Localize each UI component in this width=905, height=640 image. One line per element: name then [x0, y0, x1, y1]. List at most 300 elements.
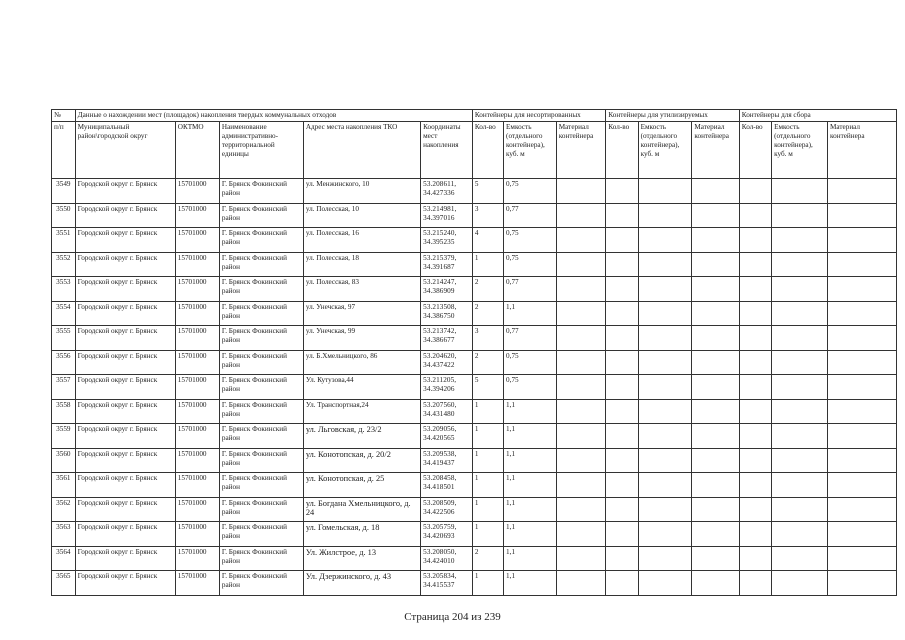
latitude: 53.208050, [423, 547, 457, 556]
material-3-cell [828, 571, 897, 596]
row-number: 3561 [52, 473, 76, 498]
longitude: 34.427336 [423, 189, 455, 197]
count-cell: 1 [472, 424, 503, 449]
capacity-3-cell [772, 326, 828, 351]
coordinates-cell [421, 179, 473, 204]
material-3-cell [828, 375, 897, 400]
admin-unit-cell: Г. Брянск Фокинский район [219, 424, 303, 449]
header-group-recyclable: Контейнеры для утилизируемых [606, 110, 739, 122]
count-3-cell [739, 277, 771, 302]
capacity-2-cell [638, 399, 692, 424]
row-number: 3553 [52, 277, 76, 302]
count-3-cell [739, 252, 771, 277]
material-2-cell [692, 228, 739, 253]
address-cell: ул. Унечская, 99 [303, 326, 420, 351]
capacity-2-cell [638, 277, 692, 302]
address-cell: ул. Менжинского, 10 [303, 179, 420, 204]
material-cell [556, 326, 606, 351]
capacity-cell: 0,75 [504, 252, 557, 277]
material-cell [556, 228, 606, 253]
address-cell: ул. Льговская, д. 23/2 [303, 424, 420, 449]
oktmo-cell: 15701000 [175, 571, 219, 596]
oktmo-cell: 15701000 [175, 424, 219, 449]
district-cell: Городской округ г. Брянск [75, 522, 175, 547]
count-2-cell [606, 546, 638, 571]
coordinates-cell [421, 473, 473, 498]
coordinates-cell [421, 350, 473, 375]
row-number: 3560 [52, 448, 76, 473]
header-group-unsorted: Контейнеры для несортированных [472, 110, 605, 122]
capacity-cell: 0,77 [504, 203, 557, 228]
material-2-cell [692, 571, 739, 596]
capacity-2-cell [638, 179, 692, 204]
count-cell: 2 [472, 277, 503, 302]
district-cell: Городской округ г. Брянск [75, 473, 175, 498]
material-3-cell [828, 522, 897, 547]
address-cell: ул. Богдана Хмельницкого, д. 24 [303, 497, 420, 522]
material-3-cell [828, 228, 897, 253]
capacity-3-cell [772, 571, 828, 596]
capacity-3-cell [772, 424, 828, 449]
material-cell [556, 203, 606, 228]
count-cell: 2 [472, 350, 503, 375]
address-cell: Ул. Жилстрое, д. 13 [303, 546, 420, 571]
table-row [52, 424, 897, 449]
coordinates-cell [421, 522, 473, 547]
row-number: 3551 [52, 228, 76, 253]
row-number: 3563 [52, 522, 76, 547]
material-2-cell [692, 326, 739, 351]
admin-unit-cell: Г. Брянск Фокинский район [219, 252, 303, 277]
longitude: 34.437422 [423, 360, 455, 369]
address-cell: Ул. Дзержинского, д. 43 [303, 571, 420, 596]
count-2-cell [606, 473, 638, 498]
capacity-cell: 0,75 [504, 179, 557, 204]
count-cell: 1 [472, 497, 503, 522]
address-cell: ул. Полесская, 10 [303, 203, 420, 228]
material-cell [556, 424, 606, 449]
latitude: 53.214247, [423, 278, 457, 286]
longitude: 34.424010 [423, 556, 455, 565]
material-3-cell [828, 350, 897, 375]
coordinates-cell [421, 301, 473, 326]
capacity-cell: 1,1 [504, 473, 557, 498]
capacity-2-cell [638, 497, 692, 522]
material-2-cell [692, 522, 739, 547]
count-2-cell [606, 424, 638, 449]
material-cell [556, 277, 606, 302]
count-2-cell [606, 301, 638, 326]
material-2-cell [692, 448, 739, 473]
material-cell [556, 448, 606, 473]
count-3-cell [739, 399, 771, 424]
table-row [52, 179, 897, 204]
table-row [52, 546, 897, 571]
address-cell: Ул. Транспортная,24 [303, 399, 420, 424]
district-cell: Городской округ г. Брянск [75, 424, 175, 449]
capacity-cell: 1,1 [504, 424, 557, 449]
admin-unit-cell: Г. Брянск Фокинский район [219, 448, 303, 473]
oktmo-cell: 15701000 [175, 228, 219, 253]
count-3-cell [739, 326, 771, 351]
count-3-cell [739, 350, 771, 375]
material-2-cell [692, 399, 739, 424]
material-3-cell [828, 448, 897, 473]
address-cell: ул. Полесская, 83 [303, 277, 420, 302]
capacity-cell: 1,1 [504, 399, 557, 424]
count-cell: 3 [472, 203, 503, 228]
capacity-cell: 0,75 [504, 375, 557, 400]
count-3-cell [739, 375, 771, 400]
count-2-cell [606, 203, 638, 228]
admin-unit-cell: Г. Брянск Фокинский район [219, 375, 303, 400]
district-cell: Городской округ г. Брянск [75, 277, 175, 302]
header-coords: Координаты мест накопления [421, 122, 473, 179]
district-cell: Городской округ г. Брянск [75, 228, 175, 253]
material-2-cell [692, 424, 739, 449]
page-number: Страница 204 из 239 [404, 611, 501, 623]
longitude: 34.394206 [423, 385, 455, 393]
header-admin: Наименование административно-территориальной единицы [219, 122, 303, 179]
admin-unit-cell: Г. Брянск Фокинский район [219, 350, 303, 375]
header-capacity-3: Емкость (отдельного контейнера), куб. м [772, 122, 828, 179]
longitude: 34.386677 [423, 336, 455, 344]
admin-unit-cell: Г. Брянск Фокинский район [219, 203, 303, 228]
count-3-cell [739, 497, 771, 522]
count-cell: 1 [472, 571, 503, 596]
count-cell: 1 [472, 448, 503, 473]
count-2-cell [606, 326, 638, 351]
header-group-main: Данные о нахождении мест (площадок) накопления твердых коммунальных отходов [75, 110, 472, 122]
material-cell [556, 546, 606, 571]
address-cell: ул. Конотопская, д. 20/2 [303, 448, 420, 473]
table-row [52, 301, 897, 326]
district-cell: Городской округ г. Брянск [75, 252, 175, 277]
address-cell: ул. Конотопская, д. 25 [303, 473, 420, 498]
capacity-3-cell [772, 301, 828, 326]
count-cell: 5 [472, 179, 503, 204]
header-no: № [52, 110, 76, 122]
capacity-cell: 0,75 [504, 228, 557, 253]
row-number: 3562 [52, 497, 76, 522]
count-cell: 3 [472, 326, 503, 351]
count-3-cell [739, 448, 771, 473]
longitude: 34.419437 [423, 458, 455, 467]
coordinates-cell [421, 326, 473, 351]
material-3-cell [828, 179, 897, 204]
coordinates-cell [421, 203, 473, 228]
row-number: 3554 [52, 301, 76, 326]
count-3-cell [739, 546, 771, 571]
latitude: 53.213508, [423, 302, 457, 311]
material-3-cell [828, 473, 897, 498]
capacity-2-cell [638, 228, 692, 253]
capacity-2-cell [638, 350, 692, 375]
longitude: 34.391687 [423, 262, 455, 271]
longitude: 34.397016 [423, 213, 455, 222]
row-number: 3555 [52, 326, 76, 351]
count-3-cell [739, 179, 771, 204]
row-number: 3565 [52, 571, 76, 596]
material-cell [556, 375, 606, 400]
coordinates-cell [421, 228, 473, 253]
material-2-cell [692, 277, 739, 302]
capacity-2-cell [638, 522, 692, 547]
row-number: 3550 [52, 203, 76, 228]
oktmo-cell: 15701000 [175, 326, 219, 351]
table-row [52, 277, 897, 302]
capacity-3-cell [772, 399, 828, 424]
table-row [52, 350, 897, 375]
header-capacity: Емкость (отдельного контейнера), куб. м [504, 122, 557, 179]
capacity-cell: 1,1 [504, 571, 557, 596]
count-2-cell [606, 399, 638, 424]
capacity-2-cell [638, 571, 692, 596]
material-2-cell [692, 350, 739, 375]
oktmo-cell: 15701000 [175, 277, 219, 302]
latitude: 53.213742, [423, 327, 457, 335]
oktmo-cell: 15701000 [175, 473, 219, 498]
material-3-cell [828, 277, 897, 302]
table-row [52, 448, 897, 473]
capacity-3-cell [772, 522, 828, 547]
material-3-cell [828, 326, 897, 351]
latitude: 53.215379, [423, 253, 457, 262]
oktmo-cell: 15701000 [175, 448, 219, 473]
count-2-cell [606, 350, 638, 375]
latitude: 53.204620, [423, 351, 457, 360]
address-cell: Ул. Кутузова,44 [303, 375, 420, 400]
header-capacity-2: Емкость (отдельного контейнера), куб. м [638, 122, 692, 179]
count-2-cell [606, 522, 638, 547]
capacity-3-cell [772, 350, 828, 375]
material-3-cell [828, 252, 897, 277]
table-row [52, 473, 897, 498]
header-district: Муниципальный район\городской округ [75, 122, 175, 179]
admin-unit-cell: Г. Брянск Фокинский район [219, 571, 303, 596]
header-oktmo: ОКТМО [175, 122, 219, 179]
capacity-3-cell [772, 375, 828, 400]
coordinates-cell [421, 399, 473, 424]
coordinates-cell [421, 546, 473, 571]
admin-unit-cell: Г. Брянск Фокинский район [219, 497, 303, 522]
material-cell [556, 301, 606, 326]
district-cell: Городской округ г. Брянск [75, 203, 175, 228]
material-cell [556, 350, 606, 375]
count-2-cell [606, 571, 638, 596]
admin-unit-cell: Г. Брянск Фокинский район [219, 228, 303, 253]
count-2-cell [606, 497, 638, 522]
oktmo-cell: 15701000 [175, 203, 219, 228]
table-row [52, 228, 897, 253]
capacity-3-cell [772, 448, 828, 473]
material-cell [556, 497, 606, 522]
row-number: 3549 [52, 179, 76, 204]
capacity-2-cell [638, 301, 692, 326]
material-cell [556, 179, 606, 204]
capacity-2-cell [638, 252, 692, 277]
coordinates-cell [421, 252, 473, 277]
count-2-cell [606, 277, 638, 302]
admin-unit-cell: Г. Брянск Фокинский район [219, 326, 303, 351]
count-cell: 1 [472, 252, 503, 277]
oktmo-cell: 15701000 [175, 399, 219, 424]
district-cell: Городской округ г. Брянск [75, 546, 175, 571]
count-2-cell [606, 228, 638, 253]
count-3-cell [739, 571, 771, 596]
district-cell: Городской округ г. Брянск [75, 571, 175, 596]
material-2-cell [692, 252, 739, 277]
material-cell [556, 252, 606, 277]
material-cell [556, 399, 606, 424]
table-row [52, 497, 897, 522]
latitude: 53.205834, [423, 572, 457, 580]
header-pp: п/п [52, 122, 76, 179]
count-3-cell [739, 424, 771, 449]
oktmo-cell: 15701000 [175, 179, 219, 204]
capacity-cell: 1,1 [504, 522, 557, 547]
district-cell: Городской округ г. Брянск [75, 399, 175, 424]
oktmo-cell: 15701000 [175, 252, 219, 277]
count-cell: 1 [472, 522, 503, 547]
admin-unit-cell: Г. Брянск Фокинский район [219, 546, 303, 571]
row-number: 3558 [52, 399, 76, 424]
count-3-cell [739, 228, 771, 253]
material-2-cell [692, 179, 739, 204]
latitude: 53.209538, [423, 449, 457, 458]
count-cell: 2 [472, 546, 503, 571]
table-row [52, 203, 897, 228]
latitude: 53.208611, [423, 180, 457, 188]
capacity-3-cell [772, 546, 828, 571]
address-cell: ул. Полесская, 18 [303, 252, 420, 277]
capacity-3-cell [772, 473, 828, 498]
capacity-2-cell [638, 375, 692, 400]
capacity-2-cell [638, 326, 692, 351]
count-3-cell [739, 473, 771, 498]
header-count-2: Кол-во [606, 122, 638, 179]
row-number: 3552 [52, 252, 76, 277]
material-3-cell [828, 424, 897, 449]
capacity-cell: 0,75 [504, 350, 557, 375]
longitude: 34.422506 [423, 507, 455, 516]
longitude: 34.431480 [423, 409, 455, 418]
capacity-cell: 1,1 [504, 497, 557, 522]
district-cell: Городской округ г. Брянск [75, 375, 175, 400]
longitude: 34.420693 [423, 532, 455, 540]
count-2-cell [606, 179, 638, 204]
material-cell [556, 473, 606, 498]
address-cell: ул. Унечская, 97 [303, 301, 420, 326]
address-cell: ул. Полесская, 16 [303, 228, 420, 253]
count-cell: 2 [472, 301, 503, 326]
address-cell: ул. Б.Хмельницкого, 86 [303, 350, 420, 375]
table-row [52, 571, 897, 596]
admin-unit-cell: Г. Брянск Фокинский район [219, 522, 303, 547]
district-cell: Городской округ г. Брянск [75, 301, 175, 326]
row-number: 3564 [52, 546, 76, 571]
row-number: 3559 [52, 424, 76, 449]
material-2-cell [692, 375, 739, 400]
header-material-2: Материал контейнера [692, 122, 739, 179]
capacity-3-cell [772, 228, 828, 253]
capacity-2-cell [638, 448, 692, 473]
latitude: 53.215240, [423, 229, 457, 237]
capacity-cell: 1,1 [504, 301, 557, 326]
waste-sites-table-container [51, 109, 897, 596]
latitude: 53.208509, [423, 498, 457, 507]
coordinates-cell [421, 277, 473, 302]
count-2-cell [606, 448, 638, 473]
count-2-cell [606, 252, 638, 277]
material-2-cell [692, 203, 739, 228]
oktmo-cell: 15701000 [175, 375, 219, 400]
oktmo-cell: 15701000 [175, 522, 219, 547]
material-3-cell [828, 497, 897, 522]
material-3-cell [828, 203, 897, 228]
oktmo-cell: 15701000 [175, 301, 219, 326]
longitude: 34.386750 [423, 311, 455, 320]
longitude: 34.420565 [423, 434, 455, 442]
material-2-cell [692, 497, 739, 522]
header-count-3: Кол-во [739, 122, 771, 179]
coordinates-cell [421, 424, 473, 449]
material-3-cell [828, 301, 897, 326]
capacity-3-cell [772, 179, 828, 204]
latitude: 53.208458, [423, 474, 457, 482]
header-group-collect: Контейнеры для сбора [739, 110, 896, 122]
oktmo-cell: 15701000 [175, 497, 219, 522]
row-number: 3557 [52, 375, 76, 400]
capacity-2-cell [638, 203, 692, 228]
table-row [52, 326, 897, 351]
admin-unit-cell: Г. Брянск Фокинский район [219, 179, 303, 204]
capacity-cell: 0,77 [504, 277, 557, 302]
latitude: 53.214981, [423, 204, 457, 213]
longitude: 34.386909 [423, 287, 455, 295]
table-row [52, 375, 897, 400]
table-row [52, 399, 897, 424]
table-body [52, 179, 897, 596]
oktmo-cell: 15701000 [175, 350, 219, 375]
count-cell: 1 [472, 399, 503, 424]
count-3-cell [739, 301, 771, 326]
capacity-3-cell [772, 252, 828, 277]
table-row [52, 252, 897, 277]
capacity-2-cell [638, 473, 692, 498]
capacity-2-cell [638, 424, 692, 449]
material-2-cell [692, 473, 739, 498]
row-number: 3556 [52, 350, 76, 375]
coordinates-cell [421, 571, 473, 596]
capacity-cell: 1,1 [504, 448, 557, 473]
longitude: 34.418501 [423, 483, 455, 491]
address-cell: ул. Гомельская, д. 18 [303, 522, 420, 547]
admin-unit-cell: Г. Брянск Фокинский район [219, 399, 303, 424]
header-address: Адрес места накопления ТКО [303, 122, 420, 179]
material-2-cell [692, 301, 739, 326]
district-cell: Городской округ г. Брянск [75, 497, 175, 522]
longitude: 34.415537 [423, 581, 455, 589]
admin-unit-cell: Г. Брянск Фокинский район [219, 473, 303, 498]
district-cell: Городской округ г. Брянск [75, 326, 175, 351]
header-count: Кол-во [472, 122, 503, 179]
capacity-3-cell [772, 203, 828, 228]
count-3-cell [739, 203, 771, 228]
count-3-cell [739, 522, 771, 547]
material-3-cell [828, 399, 897, 424]
coordinates-cell [421, 497, 473, 522]
